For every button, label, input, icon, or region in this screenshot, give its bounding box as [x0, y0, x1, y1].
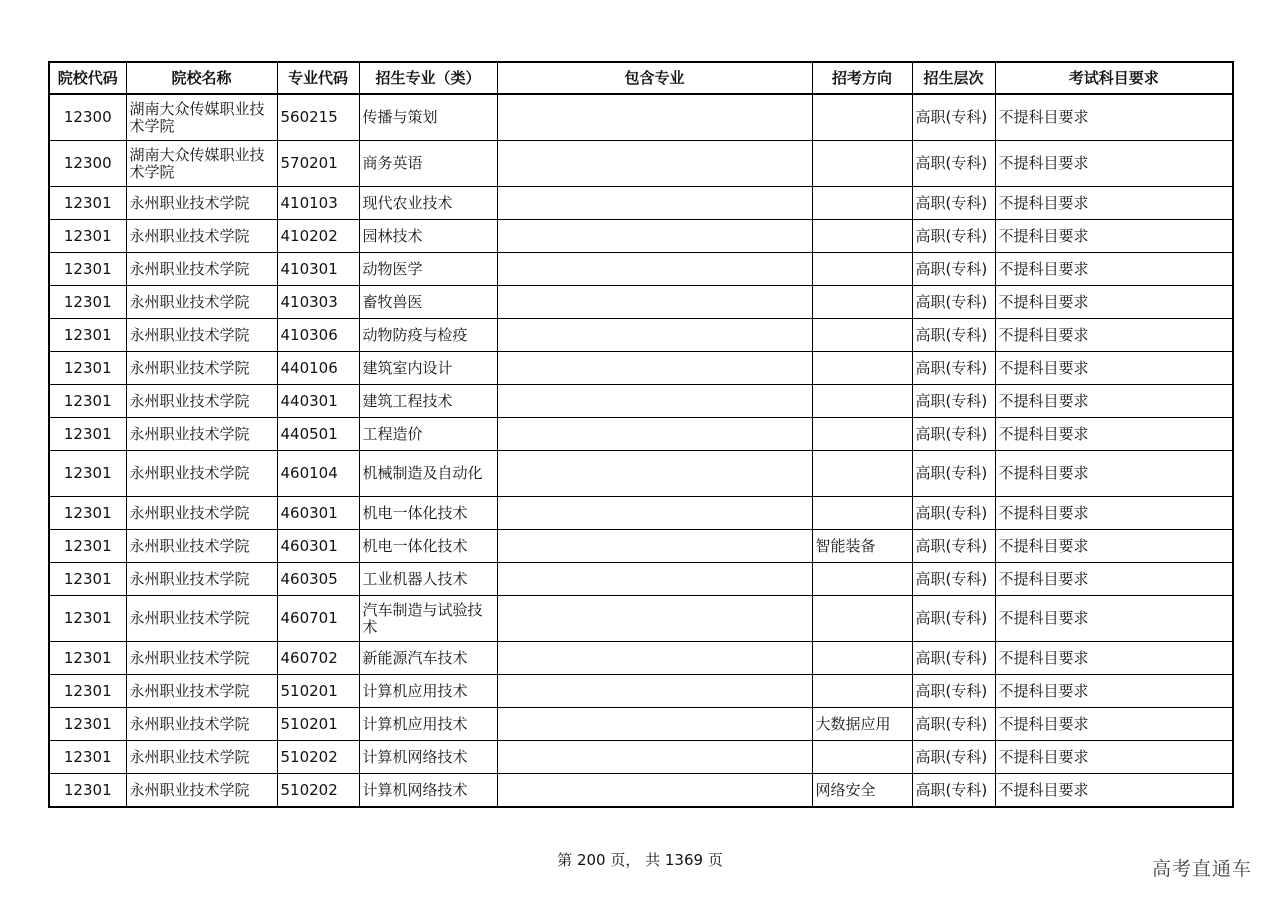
cell-requirement: 不提科目要求 — [995, 286, 1233, 319]
cell-school-name: 湖南大众传媒职业技术学院 — [126, 94, 277, 141]
cell-level: 高职(专科) — [912, 385, 995, 418]
cell-major: 畜牧兽医 — [359, 286, 497, 319]
cell-school-code: 12301 — [49, 319, 126, 352]
cell-major-code: 410202 — [277, 220, 359, 253]
table-row — [49, 741, 1233, 774]
cell-requirement: 不提科目要求 — [995, 319, 1233, 352]
cell-major: 新能源汽车技术 — [359, 642, 497, 675]
cell-level: 高职(专科) — [912, 319, 995, 352]
cell-school-name: 永州职业技术学院 — [126, 385, 277, 418]
cell-direction — [812, 451, 912, 497]
cell-major-code: 460702 — [277, 642, 359, 675]
table-row — [49, 187, 1233, 220]
table-row — [49, 385, 1233, 418]
cell-level: 高职(专科) — [912, 497, 995, 530]
table-row — [49, 596, 1233, 642]
cell-major: 建筑室内设计 — [359, 352, 497, 385]
cell-direction — [812, 286, 912, 319]
cell-major: 机电一体化技术 — [359, 530, 497, 563]
cell-requirement: 不提科目要求 — [995, 642, 1233, 675]
cell-school-code: 12301 — [49, 220, 126, 253]
cell-school-code: 12301 — [49, 530, 126, 563]
cell-major-code: 510201 — [277, 675, 359, 708]
cell-major: 机械制造及自动化 — [359, 451, 497, 497]
cell-level: 高职(专科) — [912, 530, 995, 563]
table-row — [49, 352, 1233, 385]
cell-included-majors — [497, 451, 812, 497]
cell-major: 计算机网络技术 — [359, 741, 497, 774]
cell-level: 高职(专科) — [912, 642, 995, 675]
cell-major-code: 460104 — [277, 451, 359, 497]
table-row — [49, 563, 1233, 596]
cell-major-code: 410303 — [277, 286, 359, 319]
cell-level: 高职(专科) — [912, 774, 995, 808]
cell-direction: 大数据应用 — [812, 708, 912, 741]
table-row — [49, 418, 1233, 451]
cell-school-name: 永州职业技术学院 — [126, 774, 277, 808]
cell-school-code: 12301 — [49, 187, 126, 220]
cell-major: 机电一体化技术 — [359, 497, 497, 530]
cell-school-code: 12301 — [49, 253, 126, 286]
cell-direction — [812, 319, 912, 352]
cell-direction — [812, 94, 912, 141]
table-row — [49, 774, 1233, 808]
cell-level: 高职(专科) — [912, 563, 995, 596]
cell-school-name: 永州职业技术学院 — [126, 563, 277, 596]
cell-requirement: 不提科目要求 — [995, 418, 1233, 451]
cell-included-majors — [497, 94, 812, 141]
cell-requirement: 不提科目要求 — [995, 708, 1233, 741]
header-school-code: 院校代码 — [49, 62, 126, 94]
cell-direction — [812, 741, 912, 774]
table-row — [49, 286, 1233, 319]
cell-major-code: 460305 — [277, 563, 359, 596]
cell-major: 现代农业技术 — [359, 187, 497, 220]
cell-school-code: 12301 — [49, 385, 126, 418]
cell-major-code: 510202 — [277, 774, 359, 808]
cell-direction — [812, 675, 912, 708]
cell-major: 工程造价 — [359, 418, 497, 451]
cell-school-name: 湖南大众传媒职业技术学院 — [126, 141, 277, 187]
table-row — [49, 530, 1233, 563]
cell-level: 高职(专科) — [912, 141, 995, 187]
cell-school-code: 12301 — [49, 286, 126, 319]
watermark-logo: 高考直通车 — [1151, 858, 1252, 880]
cell-direction — [812, 418, 912, 451]
cell-level: 高职(专科) — [912, 352, 995, 385]
table-row — [49, 675, 1233, 708]
cell-direction — [812, 642, 912, 675]
cell-requirement: 不提科目要求 — [995, 187, 1233, 220]
table-row — [49, 253, 1233, 286]
cell-major: 计算机应用技术 — [359, 708, 497, 741]
cell-included-majors — [497, 352, 812, 385]
cell-school-name: 永州职业技术学院 — [126, 286, 277, 319]
cell-level: 高职(专科) — [912, 220, 995, 253]
table-row — [49, 451, 1233, 497]
cell-school-code: 12301 — [49, 497, 126, 530]
table-row — [49, 319, 1233, 352]
header-major-code: 专业代码 — [277, 62, 359, 94]
cell-major-code: 510202 — [277, 741, 359, 774]
cell-requirement: 不提科目要求 — [995, 253, 1233, 286]
cell-school-name: 永州职业技术学院 — [126, 352, 277, 385]
cell-level: 高职(专科) — [912, 187, 995, 220]
cell-school-name: 永州职业技术学院 — [126, 642, 277, 675]
cell-major: 汽车制造与试验技术 — [359, 596, 497, 642]
cell-included-majors — [497, 253, 812, 286]
cell-requirement: 不提科目要求 — [995, 451, 1233, 497]
cell-requirement: 不提科目要求 — [995, 497, 1233, 530]
cell-level: 高职(专科) — [912, 94, 995, 141]
admissions-table — [48, 61, 1234, 808]
cell-level: 高职(专科) — [912, 741, 995, 774]
cell-school-name: 永州职业技术学院 — [126, 497, 277, 530]
cell-school-code: 12301 — [49, 642, 126, 675]
header-requirement: 考试科目要求 — [995, 62, 1233, 94]
header-level: 招生层次 — [912, 62, 995, 94]
header-school-name: 院校名称 — [126, 62, 277, 94]
cell-school-name: 永州职业技术学院 — [126, 530, 277, 563]
table-header — [49, 62, 1233, 94]
cell-requirement: 不提科目要求 — [995, 352, 1233, 385]
cell-major: 园林技术 — [359, 220, 497, 253]
cell-level: 高职(专科) — [912, 253, 995, 286]
cell-level: 高职(专科) — [912, 451, 995, 497]
cell-school-name: 永州职业技术学院 — [126, 220, 277, 253]
cell-major-code: 410301 — [277, 253, 359, 286]
cell-included-majors — [497, 642, 812, 675]
cell-school-code: 12301 — [49, 708, 126, 741]
table-row — [49, 220, 1233, 253]
cell-major-code: 410306 — [277, 319, 359, 352]
cell-requirement: 不提科目要求 — [995, 94, 1233, 141]
cell-included-majors — [497, 141, 812, 187]
cell-requirement: 不提科目要求 — [995, 596, 1233, 642]
cell-school-name: 永州职业技术学院 — [126, 451, 277, 497]
cell-major: 工业机器人技术 — [359, 563, 497, 596]
cell-included-majors — [497, 774, 812, 808]
cell-school-name: 永州职业技术学院 — [126, 418, 277, 451]
cell-direction — [812, 220, 912, 253]
cell-requirement: 不提科目要求 — [995, 141, 1233, 187]
cell-requirement: 不提科目要求 — [995, 563, 1233, 596]
cell-major-code: 410103 — [277, 187, 359, 220]
cell-included-majors — [497, 530, 812, 563]
cell-included-majors — [497, 319, 812, 352]
cell-direction — [812, 187, 912, 220]
cell-school-name: 永州职业技术学院 — [126, 187, 277, 220]
header-included-majors: 包含专业 — [497, 62, 812, 94]
cell-included-majors — [497, 286, 812, 319]
cell-level: 高职(专科) — [912, 596, 995, 642]
cell-major-code: 440501 — [277, 418, 359, 451]
table-row — [49, 642, 1233, 675]
cell-requirement: 不提科目要求 — [995, 220, 1233, 253]
cell-major-code: 460301 — [277, 497, 359, 530]
cell-major: 商务英语 — [359, 141, 497, 187]
cell-school-name: 永州职业技术学院 — [126, 596, 277, 642]
cell-direction — [812, 563, 912, 596]
cell-major-code: 560215 — [277, 94, 359, 141]
cell-school-code: 12301 — [49, 451, 126, 497]
cell-included-majors — [497, 418, 812, 451]
cell-major-code: 570201 — [277, 141, 359, 187]
cell-school-name: 永州职业技术学院 — [126, 741, 277, 774]
cell-direction — [812, 141, 912, 187]
cell-major: 计算机应用技术 — [359, 675, 497, 708]
cell-major-code: 460301 — [277, 530, 359, 563]
cell-direction — [812, 497, 912, 530]
cell-school-code: 12301 — [49, 563, 126, 596]
page-number: 第 200 页， 共 1369 页 — [557, 851, 723, 869]
cell-requirement: 不提科目要求 — [995, 385, 1233, 418]
cell-school-code: 12300 — [49, 141, 126, 187]
cell-level: 高职(专科) — [912, 675, 995, 708]
cell-level: 高职(专科) — [912, 286, 995, 319]
cell-direction: 网络安全 — [812, 774, 912, 808]
cell-requirement: 不提科目要求 — [995, 741, 1233, 774]
cell-major: 传播与策划 — [359, 94, 497, 141]
cell-school-code: 12301 — [49, 741, 126, 774]
cell-included-majors — [497, 220, 812, 253]
cell-major: 动物医学 — [359, 253, 497, 286]
cell-major-code: 440301 — [277, 385, 359, 418]
cell-direction — [812, 596, 912, 642]
cell-major: 动物防疫与检疫 — [359, 319, 497, 352]
cell-school-name: 永州职业技术学院 — [126, 319, 277, 352]
cell-level: 高职(专科) — [912, 418, 995, 451]
cell-school-code: 12301 — [49, 774, 126, 808]
cell-school-code: 12301 — [49, 418, 126, 451]
cell-school-code: 12300 — [49, 94, 126, 141]
table-row — [49, 708, 1233, 741]
cell-level: 高职(专科) — [912, 708, 995, 741]
cell-school-name: 永州职业技术学院 — [126, 708, 277, 741]
table-body — [49, 94, 1233, 807]
cell-school-code: 12301 — [49, 596, 126, 642]
cell-school-name: 永州职业技术学院 — [126, 253, 277, 286]
table-row — [49, 497, 1233, 530]
cell-direction — [812, 253, 912, 286]
cell-requirement: 不提科目要求 — [995, 675, 1233, 708]
cell-included-majors — [497, 385, 812, 418]
cell-major: 建筑工程技术 — [359, 385, 497, 418]
header-direction: 招考方向 — [812, 62, 912, 94]
cell-included-majors — [497, 708, 812, 741]
cell-included-majors — [497, 563, 812, 596]
cell-requirement: 不提科目要求 — [995, 774, 1233, 808]
cell-school-code: 12301 — [49, 352, 126, 385]
cell-major-code: 460701 — [277, 596, 359, 642]
table-row — [49, 94, 1233, 141]
cell-school-code: 12301 — [49, 675, 126, 708]
cell-direction — [812, 385, 912, 418]
cell-requirement: 不提科目要求 — [995, 530, 1233, 563]
cell-direction — [812, 352, 912, 385]
cell-major-code: 440106 — [277, 352, 359, 385]
cell-major: 计算机网络技术 — [359, 774, 497, 808]
cell-included-majors — [497, 741, 812, 774]
cell-included-majors — [497, 497, 812, 530]
cell-school-name: 永州职业技术学院 — [126, 675, 277, 708]
cell-included-majors — [497, 187, 812, 220]
cell-included-majors — [497, 675, 812, 708]
header-row — [49, 62, 1233, 94]
header-major: 招生专业（类） — [359, 62, 497, 94]
cell-direction: 智能装备 — [812, 530, 912, 563]
cell-major-code: 510201 — [277, 708, 359, 741]
table-row — [49, 141, 1233, 187]
cell-included-majors — [497, 596, 812, 642]
